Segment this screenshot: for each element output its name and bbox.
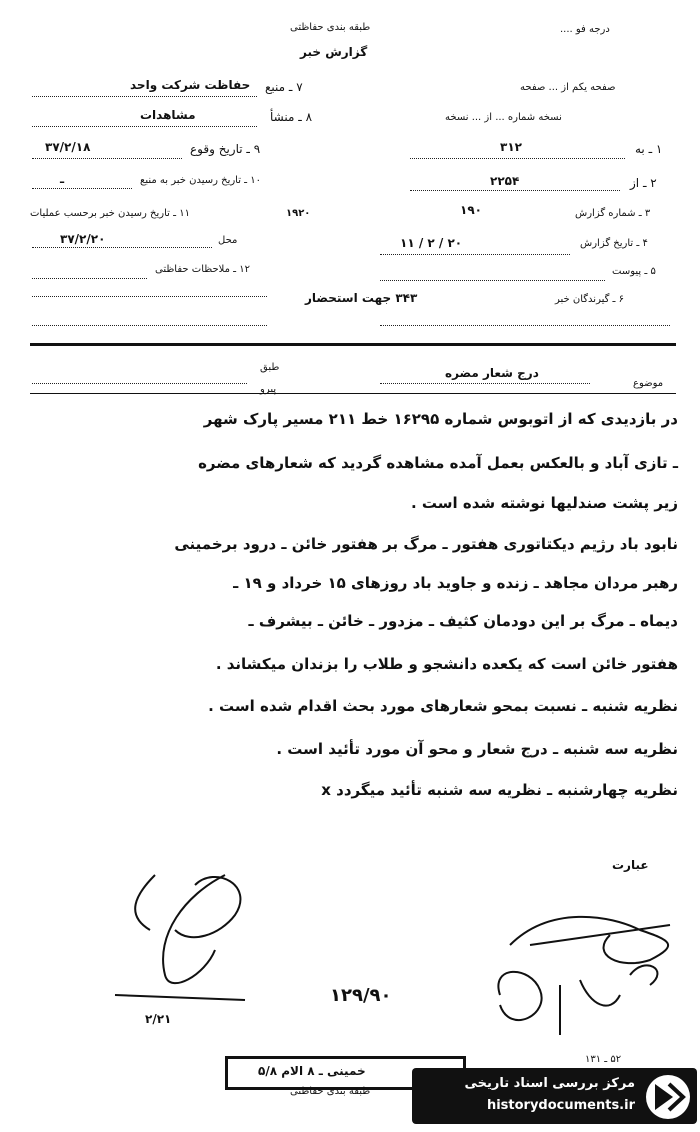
history-logo-icon	[643, 1072, 693, 1122]
body-line: نظریه شنبه ـ نسبت بمحو شعارهای مورد بحث اقدام شده است .	[208, 697, 678, 715]
field-report-date-value: ۱۱ / ۲ / ۲۰	[400, 236, 463, 250]
field-origin-label: ۸ ـ منشأ	[270, 110, 313, 124]
body-line: نظریه سه شنبه ـ درج شعار و محو آن مورد تأئید است .	[276, 740, 678, 758]
body-line: زیر پشت صندلیها نوشته شده است .	[410, 494, 678, 512]
field-receipt-date-value: ـ	[60, 172, 65, 186]
divider-top	[30, 343, 676, 346]
field-source-value: حفاظت شرکت واحد	[130, 78, 251, 92]
field-recipients-label: ۶ ـ گیرندگان خبر	[555, 294, 625, 305]
body-line: دیماه ـ مرگ بر این دودمان کثیف ـ مزدور ـ خائن ـ بیشرف ـ	[248, 612, 678, 630]
field-source-label: ۷ ـ منبع	[265, 80, 303, 94]
field-from-value: ۲۲۵۴	[490, 174, 520, 188]
divider-subject	[30, 393, 676, 394]
subject-peyro: پیرو	[260, 384, 277, 395]
watermark-url: historydocuments.ir	[486, 1098, 635, 1113]
stamp-label: طبقه بندی حفاظتی	[290, 1086, 371, 1097]
body-line: هفتور خائن است که یکعده دانشجو و طلاب را بزندان میکشاند .	[215, 655, 678, 673]
stamp-text: خمینی ـ ۸ الام ۵/۸	[258, 1064, 366, 1078]
subject-label: موضوع	[633, 378, 664, 389]
signature-left	[95, 855, 265, 1020]
field-location-value: ۳۷/۲/۲۰	[60, 232, 106, 246]
field-copy-label: نسخه شماره ... از ... نسخه	[445, 112, 562, 123]
body-line: نابود باد رژیم دیکتاتوری هفتور ـ مرگ بر هفتور خائن ـ درود برخمینی	[174, 535, 678, 553]
subject-value: درج شعار مضره	[445, 366, 539, 380]
field-report-number-label: ۳ ـ شماره گزارش	[575, 208, 651, 219]
body-line: در بازدیدی که از اتوبوس شماره ۱۶۲۹۵ خط ۲۱۱ مسیر پارک شهر	[203, 410, 678, 428]
field-attachment-label: ۵ ـ پیوست	[612, 266, 656, 277]
field-ops-date-label: ۱۱ ـ تاریخ رسیدن خبر برحسب عملیات	[30, 208, 190, 219]
field-security-notes-label: ۱۲ ـ ملاحظات حفاظتی	[155, 264, 250, 275]
field-report-number-value: ۱۹۰	[460, 203, 482, 217]
field-to-value: ۳۱۲	[500, 140, 522, 154]
annotation-handwritten-number: ۱۲۹/۹۰	[330, 985, 392, 1006]
field-to-label: ۱ ـ به	[635, 142, 663, 156]
report-title: گزارش خبر	[300, 45, 368, 59]
annotation-ebarat: عبارت	[612, 858, 649, 872]
annotation-date-left: ۲/۲۱	[145, 1012, 172, 1026]
field-from-label: ۲ ـ از	[630, 176, 657, 190]
classification-header: طبقه بندی حفاظتی	[290, 22, 371, 33]
field-page-label: صفحه یکم از ... صفحه	[520, 82, 616, 93]
field-report-date-label: ۴ ـ تاریخ گزارش	[580, 238, 648, 249]
body-line: رهبر مردان مجاهد ـ زنده و جاوید باد روزهای ۱۵ خرداد و ۱۹ ـ	[233, 574, 678, 592]
field-location-label: محل	[218, 235, 238, 246]
field-recipients-value: ۳۴۳ جهت استحضار	[305, 291, 418, 305]
grade-label: درجه فو ....	[560, 24, 610, 35]
field-receipt-date-label: ۱۰ ـ تاریخ رسیدن خبر به منبع	[140, 175, 262, 186]
signature-right	[470, 885, 700, 1045]
watermark-logo	[412, 1068, 697, 1124]
field-occurrence-date-label: ۹ ـ تاریخ وقوع	[190, 142, 261, 156]
body-line: نظریه چهارشنبه ـ نظریه سه شنبه تأئید میگردد x	[321, 781, 678, 799]
field-occurrence-date-value: ۳۷/۲/۱۸	[45, 140, 91, 154]
watermark-title: مرکز بررسی اسناد تاریخی	[464, 1076, 635, 1091]
subject-tabaqe: طبق	[260, 362, 280, 373]
body-line: ـ تازی آباد و بالعکس بعمل آمده مشاهده گردید که شعارهای مضره	[198, 454, 678, 472]
field-ops-date-value: ۱۹۲۰	[286, 208, 311, 219]
document-code: ۵۲ ـ ۱۳۱	[585, 1054, 622, 1065]
field-origin-value: مشاهدات	[140, 108, 196, 122]
